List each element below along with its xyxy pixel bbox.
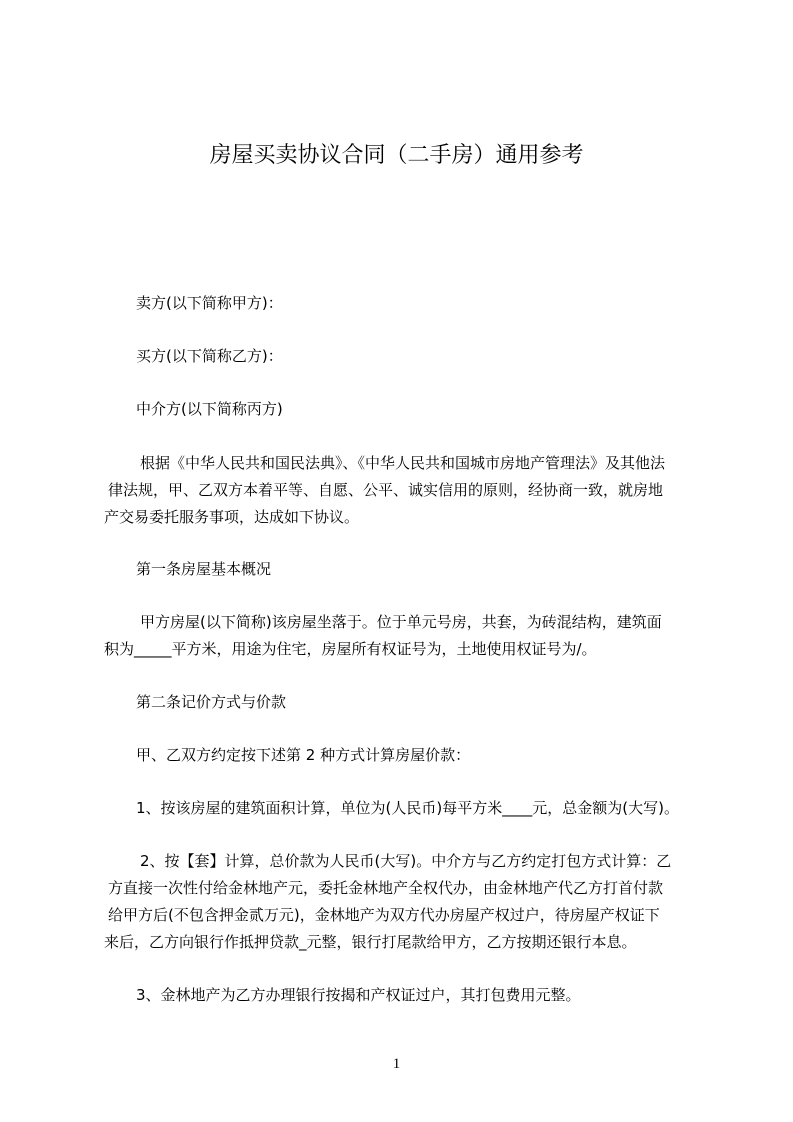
article1-line-2: 积为_____平方米，用途为住宅，房屋所有权证号为，土地使用权证号为/。 <box>104 640 597 658</box>
intro-line-2: 律法规，甲、乙双方本着平等、自愿、公平、诚实信用的原则，经协商一致，就房地 <box>108 481 664 499</box>
price-method-2-line-1: 2、按【套】计算，总价款为人民币(大写)。中介方与乙方约定打包方式计算：乙 <box>140 852 672 870</box>
seller-line: 卖方(以下简称甲方)： <box>136 294 283 312</box>
intro-line-3: 产交易委托服务事项，达成如下协议。 <box>104 508 360 526</box>
price-method-2-line-2: 方直接一次性付给金林地产元，委托金林地产全权代办，由金林地产代乙方打首付款 <box>108 879 664 897</box>
price-method-2-line-4: 来后，乙方向银行作抵押贷款_元整，银行打尾款给甲方，乙方按期还银行本息。 <box>104 933 637 951</box>
article1-title: 第一条房屋基本概况 <box>136 560 272 578</box>
price-method-3: 3、金林地产为乙方办理银行按揭和产权证过户，其打包费用元整。 <box>136 986 581 1004</box>
price-method-1: 1、按该房屋的建筑面积计算，单位为(人民币)每平方米____元，总金额为(大写)。 <box>136 799 679 817</box>
page-number: 1 <box>392 1056 401 1072</box>
buyer-line: 买方(以下简称乙方)： <box>136 347 283 365</box>
article2-title: 第二条记价方式与价款 <box>136 693 287 711</box>
article1-line-1: 甲方房屋(以下简称)该房屋坐落于。位于单元号房，共套，为砖混结构，建筑面 <box>140 613 662 631</box>
price-method-2-line-3: 给甲方后(不包含押金贰万元)，金林地产为双方代办房屋产权过户，待房屋产权证下 <box>108 906 660 924</box>
agent-line: 中介方(以下简称丙方) <box>136 400 283 418</box>
page-title: 房屋买卖协议合同（二手房）通用参考 <box>209 143 584 168</box>
intro-line-1: 根据《中华人民共和国民法典》、《中华人民共和国城市房地产管理法》及其他法 <box>140 454 666 472</box>
article2-intro: 甲、乙双方约定按下述第 2 种方式计算房屋价款： <box>136 746 471 764</box>
